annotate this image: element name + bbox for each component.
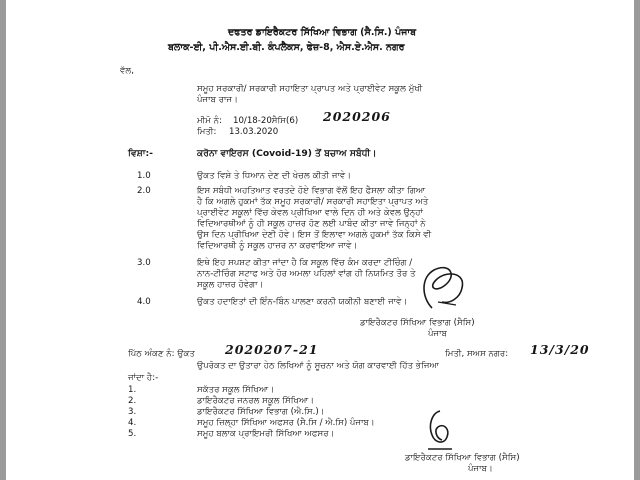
endorsement-sent-to: ਜਾਂਦਾ ਹੈ:- [128, 373, 159, 383]
signature-scribble-2 [420, 405, 460, 453]
signature-1-title: ਡਾਇਰੈਕਟਰ ਸਿੱਖਿਆ ਵਿਭਾਗ (ਸੈਸਿ) [360, 318, 475, 328]
recipient-number: 2. [128, 396, 137, 406]
to-label: ਵੱਲ, [120, 66, 134, 76]
para-3-line: ਇਥੇ ਇਹ ਸਪਸ਼ਟ ਕੀਤਾ ਜਾਂਦਾ ਹੈ ਕਿ ਸਕੂਲ ਵਿੱਚ ਕੰਮ ਕਰਦਾ ਟੀਚਿੰਗ / [197, 258, 413, 268]
recipient-name: ਡਾਇਰੈਕਟਰ ਸਿੱਖਿਆ ਵਿਭਾਗ (ਐ.ਸਿ.)। [197, 407, 325, 417]
recipient-name: ਸਕੱਤਰ ਸਕੂਲ ਸਿੱਖਿਆ। [197, 385, 275, 395]
subject-label: ਵਿਸ਼ਾ:- [128, 148, 153, 159]
scan-right-edge [634, 0, 640, 480]
para-3-line: ਨਾਨ-ਟੀਚਿੰਗ ਸਟਾਫ ਅਤੇ ਹੋਰ ਅਮਲਾ ਪਹਿਲਾਂ ਵਾਂਗ ਹੀ ਨਿਯਮਿਤ ਤੌਰ ਤੇ [197, 269, 416, 279]
para-2-line: ਉਸ ਦਿਨ ਪ੍ਰੀਖਿਆ ਦੇਣੀ ਹੋਵੇ। ਇਸ ਤੋਂ ਇਲਾਵਾ ਅਗਲੇ ਹੁਕਮਾਂ ਤੱਕ ਕਿਸੇ ਵੀ [197, 230, 432, 240]
signature-1-state: ਪੰਜਾਬ [428, 329, 447, 339]
para-2-line: ਪ੍ਰਾਈਵੇਟ ਸਕੂਲਾਂ ਵਿੱਚ ਕੇਵਲ ਪ੍ਰੀਖਿਆ ਵਾਲੇ ਦਿਨ ਹੀ ਅਤੇ ਕੇਵਲ ਉਨ੍ਹਾਂ [197, 208, 423, 218]
para-3-line: ਸਕੂਲ ਹਾਜ਼ਰ ਹੋਵੇਗਾ। [197, 280, 264, 290]
recipient-name: ਸਮੂਹ ਬਲਾਕ ਪ੍ਰਾਇਮਰੀ ਸਿੱਖਿਆ ਅਫਸਰ। [197, 429, 335, 439]
endorsement-handwritten-date: 13/3/20 [530, 342, 590, 357]
recipient-number: 4. [128, 418, 137, 428]
para-1-line: ਉਕਤ ਵਿਸ਼ੇ ਤੇ ਧਿਆਨ ਦੇਣ ਦੀ ਖੇਚਲ ਕੀਤੀ ਜਾਵੇ। [197, 171, 352, 181]
recipient-name: ਸਮੂਹ ਜ਼ਿਲ੍ਹਾ ਸਿੱਖਿਆ ਅਫਸਰ (ਸੈ.ਸਿ / ਐ.ਸਿ) ਪੰਜਾਬ। [197, 418, 375, 428]
para-4-number: 4.0 [137, 297, 151, 307]
para-4-line: ਉਕਤ ਹਦਾਇਤਾਂ ਦੀ ਇੰਨ-ਬਿੰਨ ਪਾਲਣਾ ਕਰਨੀ ਯਕੀਨੀ ਬਣਾਈ ਜਾਵੇ। [197, 297, 408, 307]
to-line-1: ਸਮੂਹ ਸਰਕਾਰੀ/ ਸਰਕਾਰੀ ਸਹਾਇਤਾ ਪ੍ਰਾਪਤ ਅਤੇ ਪ੍ਰਾਈਵੇਟ ਸਕੂਲ ਮੁੱਖੀ [197, 84, 423, 94]
recipient-name: ਡਾਇਰੈਕਟਰ ਜਨਰਲ ਸਕੂਲ ਸਿੱਖਿਆ। [197, 396, 315, 406]
memo-date-label: ਮਿਤੀ: [197, 127, 217, 137]
signature-2-state: ਪੰਜਾਬ। [468, 464, 493, 474]
recipient-number: 5. [128, 429, 137, 439]
memo-handwritten-number: 2020206 [323, 109, 391, 124]
para-2-line: ਵਿਦਿਆਰਥੀਆਂ ਨੂੰ ਹੀ ਸਕੂਲ ਹਾਜ਼ਰ ਹੋਣ ਲਈ ਪਾਬੰਦ ਕੀਤਾ ਜਾਵੇ ਜਿਨ੍ਹਾਂ ਨੇ [197, 219, 426, 229]
endorsement-copy-line: ਉਪਰੋਕਤ ਦਾ ਉਤਾਰਾ ਹੇਠ ਲਿਖਿਆਂ ਨੂੰ ਸੂਚਨਾ ਅਤੇ ਯੋਗ ਕਾਰਵਾਈ ਹਿੱਤ ਭੇਜਿਆ [197, 361, 439, 371]
subject-text: ਕਰੋਨਾ ਵਾਇਰਸ (Covoid-19) ਤੋਂ ਬਚਾਅ ਸਬੰਧੀ। [197, 148, 377, 159]
memo-date: 13.03.2020 [229, 127, 279, 137]
para-2-line: ਵਿਦਿਆਰਥੀ ਨੂੰ ਸਕੂਲ ਹਾਜ਼ਰ ਨਾ ਕਰਵਾਇਆ ਜਾਵੇ। [197, 241, 358, 251]
para-1-number: 1.0 [137, 171, 151, 181]
endorsement-label: ਪਿੱਠ ਅੰਕਣ ਨੰ: ਉਕਤ [128, 349, 195, 359]
para-2-line: ਹੈ ਕਿ ਅਗਲੇ ਹੁਕਮਾਂ ਤੱਕ ਸਮੂਹ ਸਰਕਾਰੀ/ ਸਰਕਾਰੀ ਸਹਾਇਤਾ ਪ੍ਰਾਪਤ ਅਤੇ [197, 197, 429, 207]
memo-number: 10/18-20ਸੈਸਿ(6) [233, 116, 299, 126]
para-2-number: 2.0 [137, 186, 151, 196]
para-3-number: 3.0 [137, 258, 151, 268]
to-line-2: ਪੰਜਾਬ ਰਾਜ। [197, 95, 238, 105]
scan-left-edge [0, 0, 6, 480]
recipient-number: 3. [128, 407, 137, 417]
recipient-number: 1. [128, 385, 137, 395]
endorsement-date-label: ਮਿਤੀ, ਸਅਸ ਨਗਰ: [445, 349, 509, 359]
memo-label: ਮੀਮੋ ਨੰ: [197, 116, 222, 126]
header-address: ਬਲਾਕ-ਈ, ਪੀ.ਐਸ.ਈ.ਬੀ. ਕੰਪਲੈਕਸ, ਫੇਜ਼-8, ਐਸ.ਏ.ਐਸ. ਨਗਰ [168, 42, 405, 53]
para-2-line: ਇਸ ਸਬੰਧੀ ਅਹਤਿਆਤ ਵਰਤਦੇ ਹੋਏ ਵਿਭਾਗ ਵੱਲੋਂ ਇਹ ਫੈਸਲਾ ਕੀਤਾ ਗਿਆ [197, 186, 426, 196]
signature-2-title: ਡਾਇਰੈਕਟਰ ਸਿੱਖਿਆ ਵਿਭਾਗ (ਸੈਸਿ) [405, 453, 520, 463]
header-office-name: ਦਫਤਰ ਡਾਇਰੈਕਟਰ ਸਿੱਖਿਆ ਵਿਭਾਗ (ਸੈ.ਸਿ.) ਪੰਜਾਬ [228, 27, 417, 38]
signature-scribble-1 [392, 258, 482, 313]
endorsement-handwritten-number: 2020207-21 [225, 342, 319, 357]
